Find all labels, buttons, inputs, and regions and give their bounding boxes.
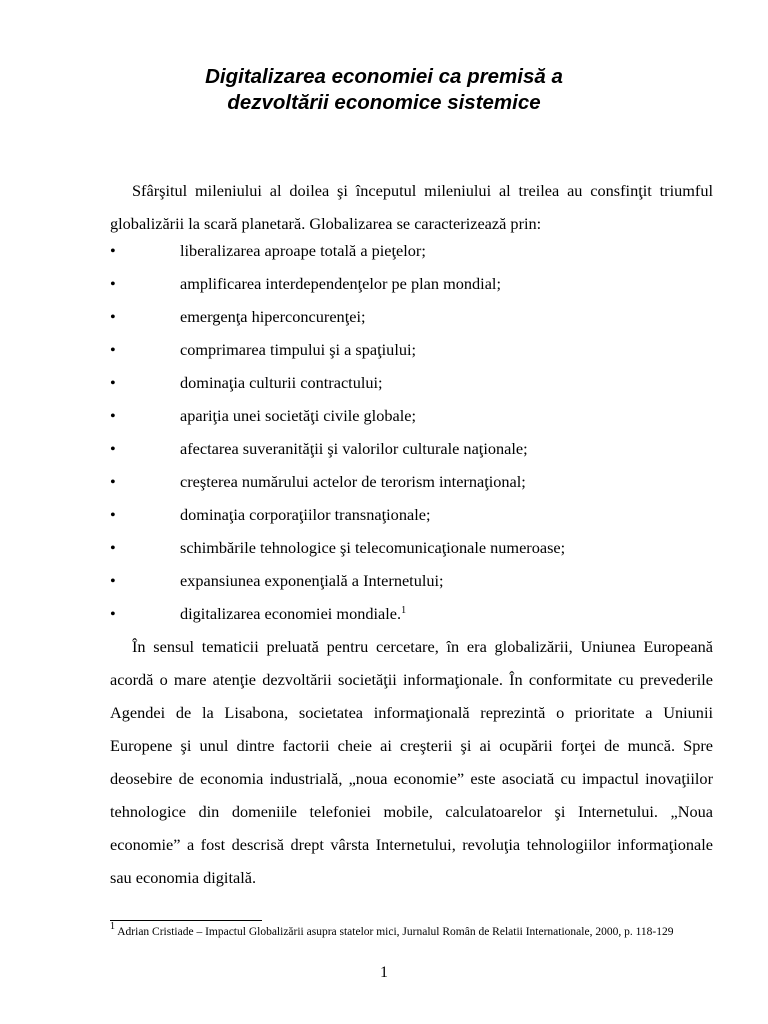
list-item-text: amplificarea interdependenţelor pe plan mondial;: [180, 274, 501, 293]
list-item-text: apariţia unei societăţi civile globale;: [180, 406, 416, 425]
list-item: [110, 531, 713, 564]
page-number: 1: [380, 964, 388, 981]
list-item-text: afectarea suveranităţii şi valorilor culturale naţionale;: [180, 439, 528, 458]
list-item-text: comprimarea timpului şi a spaţiului;: [180, 340, 417, 359]
list-item-text: digitalizarea economiei mondiale.: [180, 604, 402, 623]
bullet-icon: •: [110, 472, 116, 491]
list-item-text: schimbările tehnologice şi telecomunicaţionale numeroase;: [180, 538, 566, 557]
footnote-divider: [110, 920, 262, 921]
bullet-icon: •: [110, 241, 116, 260]
list-item: [110, 300, 713, 333]
footnote-number: 1: [110, 921, 115, 932]
bullet-list: [110, 234, 713, 630]
footnote: [110, 921, 713, 940]
footnote-reference[interactable]: 1: [401, 605, 407, 616]
list-item-text: dominaţia corporaţiilor transnaţionale;: [180, 505, 431, 524]
bullet-icon: •: [110, 340, 116, 359]
list-item: [110, 234, 713, 267]
body-paragraph: În sensul tematicii preluată pentru cercetare, în era globalizării, Uniunea Europeană acordă o mare atenţie dezvoltării societăţii informaţionale. În conformitate cu prevederile Agendei de la Lisabona, societatea informaţională reprezintă o prioritate a Uniunii Europene şi unul dintre factorii cheie ai creşterii şi ai ocupării forţei de muncă. Spre deosebire de economia industrială, „noua economie” este asociată cu impactul inovaţiilor tehnologice din domeniile telefoniei mobile, calculatoarelor şi Internetului. „Noua economie” a fost descrisă drept vârsta Internetului, revoluţia tehnologiilor informaţionale sau economia digitală.: [110, 637, 713, 887]
bullet-icon: •: [110, 571, 116, 590]
list-item: [110, 564, 713, 597]
bullet-icon: •: [110, 274, 116, 293]
list-item: [110, 432, 713, 465]
bullet-icon: •: [110, 373, 116, 392]
title-line-1: Digitalizarea economiei ca premisă a: [205, 65, 563, 88]
list-item: [110, 333, 713, 366]
list-item: [110, 267, 713, 300]
list-item-text: emergenţa hiperconcurenţei;: [180, 307, 366, 326]
bullet-icon: •: [110, 538, 116, 557]
title-line-2: dezvoltării economice sistemice: [227, 91, 541, 114]
list-item: [110, 597, 713, 630]
list-item: [110, 366, 713, 399]
bullet-icon: •: [110, 307, 116, 326]
list-item: [110, 465, 713, 498]
bullet-icon: •: [110, 505, 116, 524]
list-item: [110, 399, 713, 432]
bullet-icon: •: [110, 439, 116, 458]
list-item: [110, 498, 713, 531]
document-title: [0, 64, 768, 116]
intro-paragraph: Sfârşitul mileniului al doilea şi începutul mileniului al treilea au consfinţit triumful globalizării la scară planetară. Globalizarea se caracterizează prin:: [110, 181, 713, 233]
list-item-text: dominaţia culturii contractului;: [180, 373, 383, 392]
list-item-text: expansiunea exponenţială a Internetului;: [180, 571, 444, 590]
bullet-icon: •: [110, 406, 116, 425]
footnote-text: Adrian Cristiade – Impactul Globalizării asupra statelor mici, Jurnalul Român de Relatii Internationale, 2000, p. 118-129: [117, 926, 674, 938]
list-item-text: liberalizarea aproape totală a pieţelor;: [180, 241, 426, 260]
list-item-text: creşterea numărului actelor de terorism internaţional;: [180, 472, 526, 491]
bullet-icon: •: [110, 604, 116, 623]
